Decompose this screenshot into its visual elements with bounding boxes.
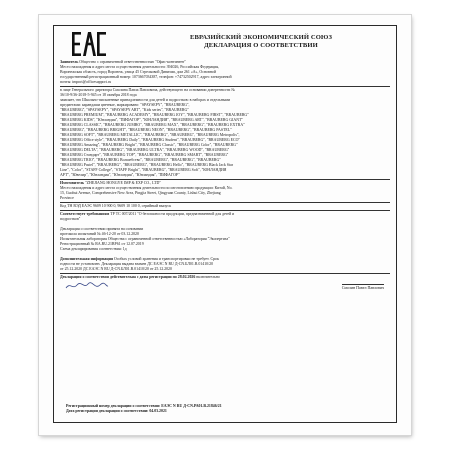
product-section [60,98,390,178]
codes-section [60,204,390,209]
applicant-text: Место нахождения и адрес места осуществления деятельности: 394026, Российская Федерация, [60,65,220,69]
validity-line [60,275,390,280]
additional-text: Особых условий хранения и транспортировки не требует. Срок [112,256,219,261]
validity-section [60,275,390,280]
product-text: "BRAUBERG SOFT", "BRAUBERG METALLIC", "BRAUBERG", "BRAUBERG", "BRAUBERG Metropolis", [60,132,240,137]
manufacturer-text: "ZHEJIANG HONGYE IMP & EXP CO., LTD" [84,180,161,185]
product-text: Line", "Color", "STAFF College", "STAFF Bright", "BRAUBERG", "BRAUBERG Soft", "ЮНЛАНДИЯ [60,167,227,172]
additional-line [60,267,390,272]
product-text: "BRAUBERG", "BRAUBERG BRIGHT", "BRAUBERG NEON", "BRAUBERG", "BRAUBERG PASTEL" [60,127,232,132]
applicant-text: Общество с ограниченной ответственностью "Офис-континент" [78,60,186,64]
eac-mark-icon [72,32,106,56]
divider [60,86,390,87]
manufacturer-text: Province [60,195,74,200]
additional-info-section [60,257,390,272]
validity-text: включительно [195,274,220,279]
codes-line [60,204,390,209]
manufacturer-label: Изготовитель [60,180,85,185]
applicant-line [60,80,390,85]
additional-label: Дополнительная информация [60,256,113,261]
compliance-text: подростков" [60,216,81,221]
divider [60,210,390,211]
product-text: "BRAUBERG PREMIUM", "BRAUBERG ACADEMY", "BRAUBERG JOY", "BRAUBERG FIRST", "BRAUBERG" [60,112,249,117]
manufacturer-text: Место нахождения и адрес места осуществления деятельности по изготовлению продукции: Китай, No. [60,185,233,190]
document-title [132,34,390,51]
product-text: "BRAUBERG DELTA", "BRAUBERG", "BRAUBERG ULTRA", "BRAUBERG WOOD", "BRAUBERG" [60,147,230,152]
applicant-text: почты: import@officesupport.ru [60,80,112,84]
representative-text: 36/10-9/36-2018-5-945 от 18 октября 2018 года [60,92,137,97]
basis-section [60,227,390,252]
product-text: АРТ", "Ювелир", "Юнландия", "Юнландия", "Юнландия", "ПИФАГОР" [60,172,180,177]
representative-text: в лице Генерального директора Смолина Павла Павловича, действующего на основании доверенности № [60,87,236,92]
registration-section [66,404,384,414]
declaration-sheet [39,15,411,435]
document-header [72,32,390,58]
product-text: "BRAUBERG Pastel", "BRAUBERG", "BRAUBERG", "BRAUBERG Hello", "BRAUBERG Black Jack Star [60,162,234,167]
compliance-label: Соответствует требованиям [60,211,110,216]
document-frame [53,25,397,423]
validity-label: Декларация о соответствии действительна с даты регистрации по 28.02.2026 [60,274,196,279]
divider [60,202,390,203]
product-text: "BRAUBERG CLASSIC", "BRAUBERG JUMBO", "BRAUBERG MAX", "BRAUBERG", "BRAUBERG EXTRA" [60,122,245,127]
divider [60,179,390,180]
compliance-text: ТР ТС 007/2011 "О безопасности продукции, предназначенной для детей и [109,211,235,216]
manufacturer-line [60,196,390,201]
registration-label: Дата регистрации декларации о соответствии: 04.03.2021 [66,409,167,413]
product-text: "BRAUBERG KIDS", "Юнландия", "ПИФАГОР", "ЮНЛАНДИЯ", "BRAUBERG ART", "BRAUBERG GIANT" [60,117,243,122]
applicant-text: Воронежская область, город Воронеж, улица 45 Стрелковой Дивизии, дом 261 «А», Основной [60,70,216,74]
product-text: "BRAUBERG Стандарт", "BRAUBERG ТОР", "BRAUBERG", "BRAUBERG SMART", "BRAUBERG" [60,152,229,157]
product-text: "BRAUBERG Amazing", "BRAUBERG Bright", "BRAUBERG Classic", "BRAUBERG Color", "BRAUBERG" [60,142,238,147]
additional-text: годности не установлен. Декларация выдана взамен ДС ЕАЭС N RU Д-CN.БЛ01.В.01410/20 [60,261,214,266]
product-text: "BRAUBERG Office style", "BRAUBERG Daily", "BRAUBERG Student", "BRAUBERG", "BRAUBERG ECO" [60,137,240,142]
document-body [60,60,390,418]
title-union: ЕВРАЗИЙСКИЙ ЭКОНОМИЧЕСКИЙ СОЮЗ [189,34,333,41]
basis-text: Испытательная лаборатория Общества с ограниченной ответственностью «Лаборатория "Экспертиза" [60,236,230,241]
basis-text: Регистрационный № RA.RU.21ВР61 от 12.07.2019 [60,241,144,246]
applicant-label: Заявитель [60,60,79,64]
basis-text: Схема декларирования соответствия: 1д [60,246,127,251]
signature-scribble-icon [64,281,110,291]
product-line [60,173,390,178]
codes-text: Код ТН ВЭД ЕАЭС 9609 10 900 0, 9609 10 100 0, серийный выпуск [60,203,172,208]
registration-block [66,404,384,414]
manufacturer-text: 15, Guohui Avenue, Comprehensive New Area, Pingjia Street, Qingyuan County, Lishui City, Zhejiang [60,190,221,195]
product-text: "BRAUBERG TRIO", "BRAUBERG Волшебство", "BRAUBERG", "BRAUBERG", "BRAUBERG" [60,157,221,162]
representative-section [60,88,390,98]
applicant-section [60,60,390,85]
basis-text: протокола испытаний № 46-12-20 от 03.12.2020 [60,231,139,236]
manufacturer-section [60,181,390,201]
basis-text: Декларация о соответствии принята на основании [60,226,144,231]
divider [60,273,390,274]
additional-text: от 25.12.2020 ДС ЕАЭС N RU Д-CN.БЛ01.В.01410/20 от 25.12.2020 [60,266,172,271]
applicant-text: государственный регистрационный номер: 1073667034387, телефон: +74732502917, адрес электронной [60,75,232,79]
product-text: "BRAUBERG", "SPAYSEPY", "SPAYSEPY ART", "Kids series", "BRAUBERG" [60,107,189,112]
signatory-name: Смолин Павел Павлович [341,284,384,290]
registration-line [66,409,384,414]
product-text: заявляет, что Школьно-письменные принадлежности для детей и подростков: в наборах и отдельными [60,97,231,102]
registration-label: Регистрационный номер декларации о соответствии: ЕАЭС N RU Д-CN.РА01.В.21846/21 [66,404,222,408]
product-text: предметами: карандаши цветные, маркировано: "SPAYSEPY", "BRAUBERG", [60,102,190,107]
compliance-section [60,212,390,222]
title-declaration: ДЕКЛАРАЦИЯ О СООТВЕТСТВИИ [204,42,318,50]
signature-block [60,282,390,292]
